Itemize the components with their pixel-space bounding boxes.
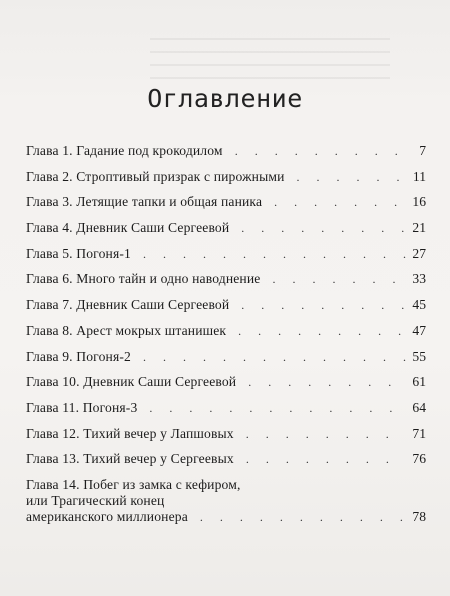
toc-entry <box>26 246 426 272</box>
toc-entry-page: 47 <box>412 322 426 338</box>
toc-entry-title-line-2: или Трагический конец <box>26 492 165 508</box>
dot-leader <box>200 509 406 525</box>
toc-entry <box>26 169 426 195</box>
dot-leader <box>297 169 406 185</box>
toc-entry-page: 7 <box>419 143 426 158</box>
toc-entry-page: 11 <box>412 168 426 184</box>
toc-entry-title: Глава 2. Строптивый призрак с пирожными <box>26 168 285 184</box>
toc-entry-title: Глава 11. Погоня-3 <box>26 399 138 415</box>
toc-entry <box>26 297 426 323</box>
toc-entry-title: Глава 7. Дневник Саши Сергеевой <box>26 297 230 313</box>
toc-entry <box>26 374 426 400</box>
dot-leader <box>246 426 406 442</box>
toc-entry-title: Глава 4. Дневник Саши Сергеевой <box>26 220 230 236</box>
dot-leader <box>248 374 406 390</box>
toc-entry-page: 61 <box>412 374 426 390</box>
page-title: Оглавление <box>147 84 303 113</box>
toc-entry-title: Глава 1. Гадание под крокодилом <box>26 143 223 158</box>
dot-leader <box>143 349 406 365</box>
dot-leader <box>272 271 406 287</box>
toc-entry <box>26 451 426 477</box>
toc-entry-title: Глава 13. Тихий вечер у Сергеевых <box>26 451 234 467</box>
bleed-through-text <box>150 38 390 84</box>
toc-entry-page: 64 <box>412 399 426 415</box>
toc-entry <box>26 194 426 220</box>
toc-entry <box>26 220 426 246</box>
toc-entry-page: 55 <box>412 348 426 364</box>
table-of-contents <box>26 143 426 535</box>
toc-entry-title: Глава 9. Погоня-2 <box>26 348 131 364</box>
dot-leader <box>238 323 406 339</box>
toc-entry-page: 76 <box>412 451 426 467</box>
toc-entry-page: 27 <box>412 245 426 261</box>
toc-entry-title-line-1: Глава 14. Побег из замка с кефиром, <box>26 476 241 492</box>
toc-entry-page: 71 <box>412 425 426 441</box>
toc-entry-page: 21 <box>412 220 426 236</box>
toc-entry-multiline <box>26 477 426 535</box>
dot-leader <box>143 246 406 262</box>
toc-entry-page: 78 <box>412 508 426 524</box>
toc-entry <box>26 143 426 169</box>
toc-entry-title: Глава 5. Погоня-1 <box>26 245 131 261</box>
toc-entry <box>26 400 426 426</box>
toc-entry-page: 16 <box>412 194 426 210</box>
dot-leader <box>235 143 406 159</box>
dot-leader <box>246 451 406 467</box>
dot-leader <box>274 194 406 210</box>
dot-leader <box>241 297 406 313</box>
toc-entry <box>26 426 426 452</box>
toc-entry-title: Глава 8. Арест мокрых штанишек <box>26 322 227 338</box>
toc-entry-title: Глава 10. Дневник Саши Сергеевой <box>26 374 237 390</box>
toc-entry-page: 33 <box>412 271 426 287</box>
toc-entry-title: Глава 3. Летящие тапки и общая паника <box>26 194 263 210</box>
toc-entry-title-line-3: американского миллионера <box>26 508 188 524</box>
toc-entry-page: 45 <box>412 297 426 313</box>
dot-leader <box>149 400 406 416</box>
toc-entry-title: Глава 6. Много тайн и одно наводнение <box>26 271 261 287</box>
toc-entry <box>26 323 426 349</box>
toc-entry <box>26 349 426 375</box>
dot-leader <box>241 220 406 236</box>
toc-entry <box>26 271 426 297</box>
toc-entry-title: Глава 12. Тихий вечер у Лапшовых <box>26 425 234 441</box>
